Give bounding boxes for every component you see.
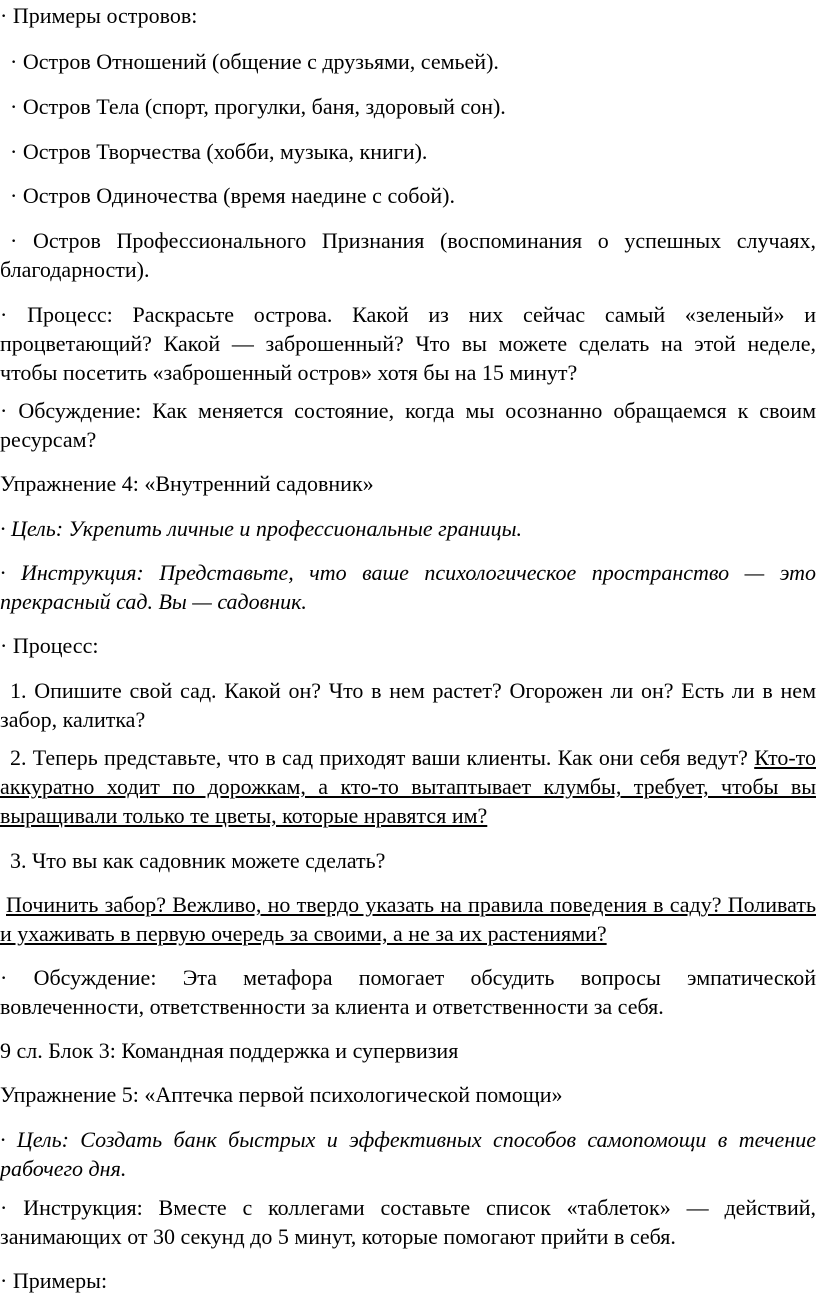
- step-2-lead: 2. Теперь представьте, что в сад приходят ваши клиенты. Как они себя ведут?: [10, 745, 748, 770]
- island-item-relations: · Остров Отношений (общение с друзьями, семьей).: [10, 49, 499, 74]
- exercise4-step-2: [0, 743, 816, 830]
- exercise4-title: Упражнение 4: «Внутренний садовник»: [0, 471, 374, 496]
- exercise4-step-3-answer: Починить забор? Вежливо, но твердо указать на правила поведения в саду? Поливать и ухаживать в первую очередь за своими, а не за их растениями?: [0, 892, 816, 946]
- island-item-creativity: · Остров Творчества (хобби, музыка, книги).: [10, 139, 428, 164]
- exercise5-examples-label: · Примеры:: [0, 1268, 108, 1293]
- island-item-body: · Остров Тела (спорт, прогулки, баня, здоровый сон).: [10, 94, 506, 119]
- islands-discussion: · Обсуждение: Как меняется состояние, когда мы осознанно обращаемся к своим ресурсам?: [0, 398, 816, 452]
- exercise4-instruction: · Инструкция: Представьте, что ваше психологическое пространство — это прекрасный сад. Вы — садовник.: [0, 560, 816, 614]
- exercise4-discussion: · Обсуждение: Эта метафора помогает обсудить вопросы эмпатической вовлеченности, ответственности за клиента и ответственности за себя.: [0, 965, 816, 1019]
- step-2-underlined: Кто-то аккуратно ходит по дорожкам, а кто-то вытаптывает клумбы, требует, чтобы вы выращивали только те цветы, которые нравятся им?: [0, 745, 816, 828]
- exercise4-step-3: 3. Что вы как садовник можете сделать?: [10, 848, 386, 873]
- exercise5-goal: · Цель: Создать банк быстрых и эффективных способов самопомощи в течение рабочего дня.: [0, 1127, 816, 1181]
- islands-process: · Процесс: Раскрасьте острова. Какой из них сейчас самый «зеленый» и процветающий? Какой — заброшенный? Что вы можете сделать на этой неделе, чтобы посетить «заброшенный остров» хотя бы на 15 минут?: [0, 302, 816, 385]
- exercise4-process-label: · Процесс:: [0, 633, 99, 658]
- exercise4-step-1: 1. Опишите свой сад. Какой он? Что в нем растет? Огорожен ли он? Есть ли в нем забор, калитка?: [0, 678, 816, 732]
- block3-title: 9 сл. Блок 3: Командная поддержка и супервизия: [0, 1038, 459, 1063]
- exercise5-instruction: · Инструкция: Вместе с коллегами составьте список «таблеток» — действий, занимающих от 30 секунд до 5 минут, которые помогают прийти в себя.: [0, 1195, 816, 1249]
- exercise5-title: Упражнение 5: «Аптечка первой психологической помощи»: [0, 1082, 563, 1107]
- island-item-solitude: · Остров Одиночества (время наедине с собой).: [10, 183, 455, 208]
- island-item-recognition: · Остров Профессионального Признания (воспоминания о успешных случаях, благодарности).: [0, 228, 816, 282]
- islands-heading: · Примеры островов:: [0, 3, 198, 28]
- exercise4-goal: · Цель: Укрепить личные и профессиональные границы.: [0, 516, 523, 541]
